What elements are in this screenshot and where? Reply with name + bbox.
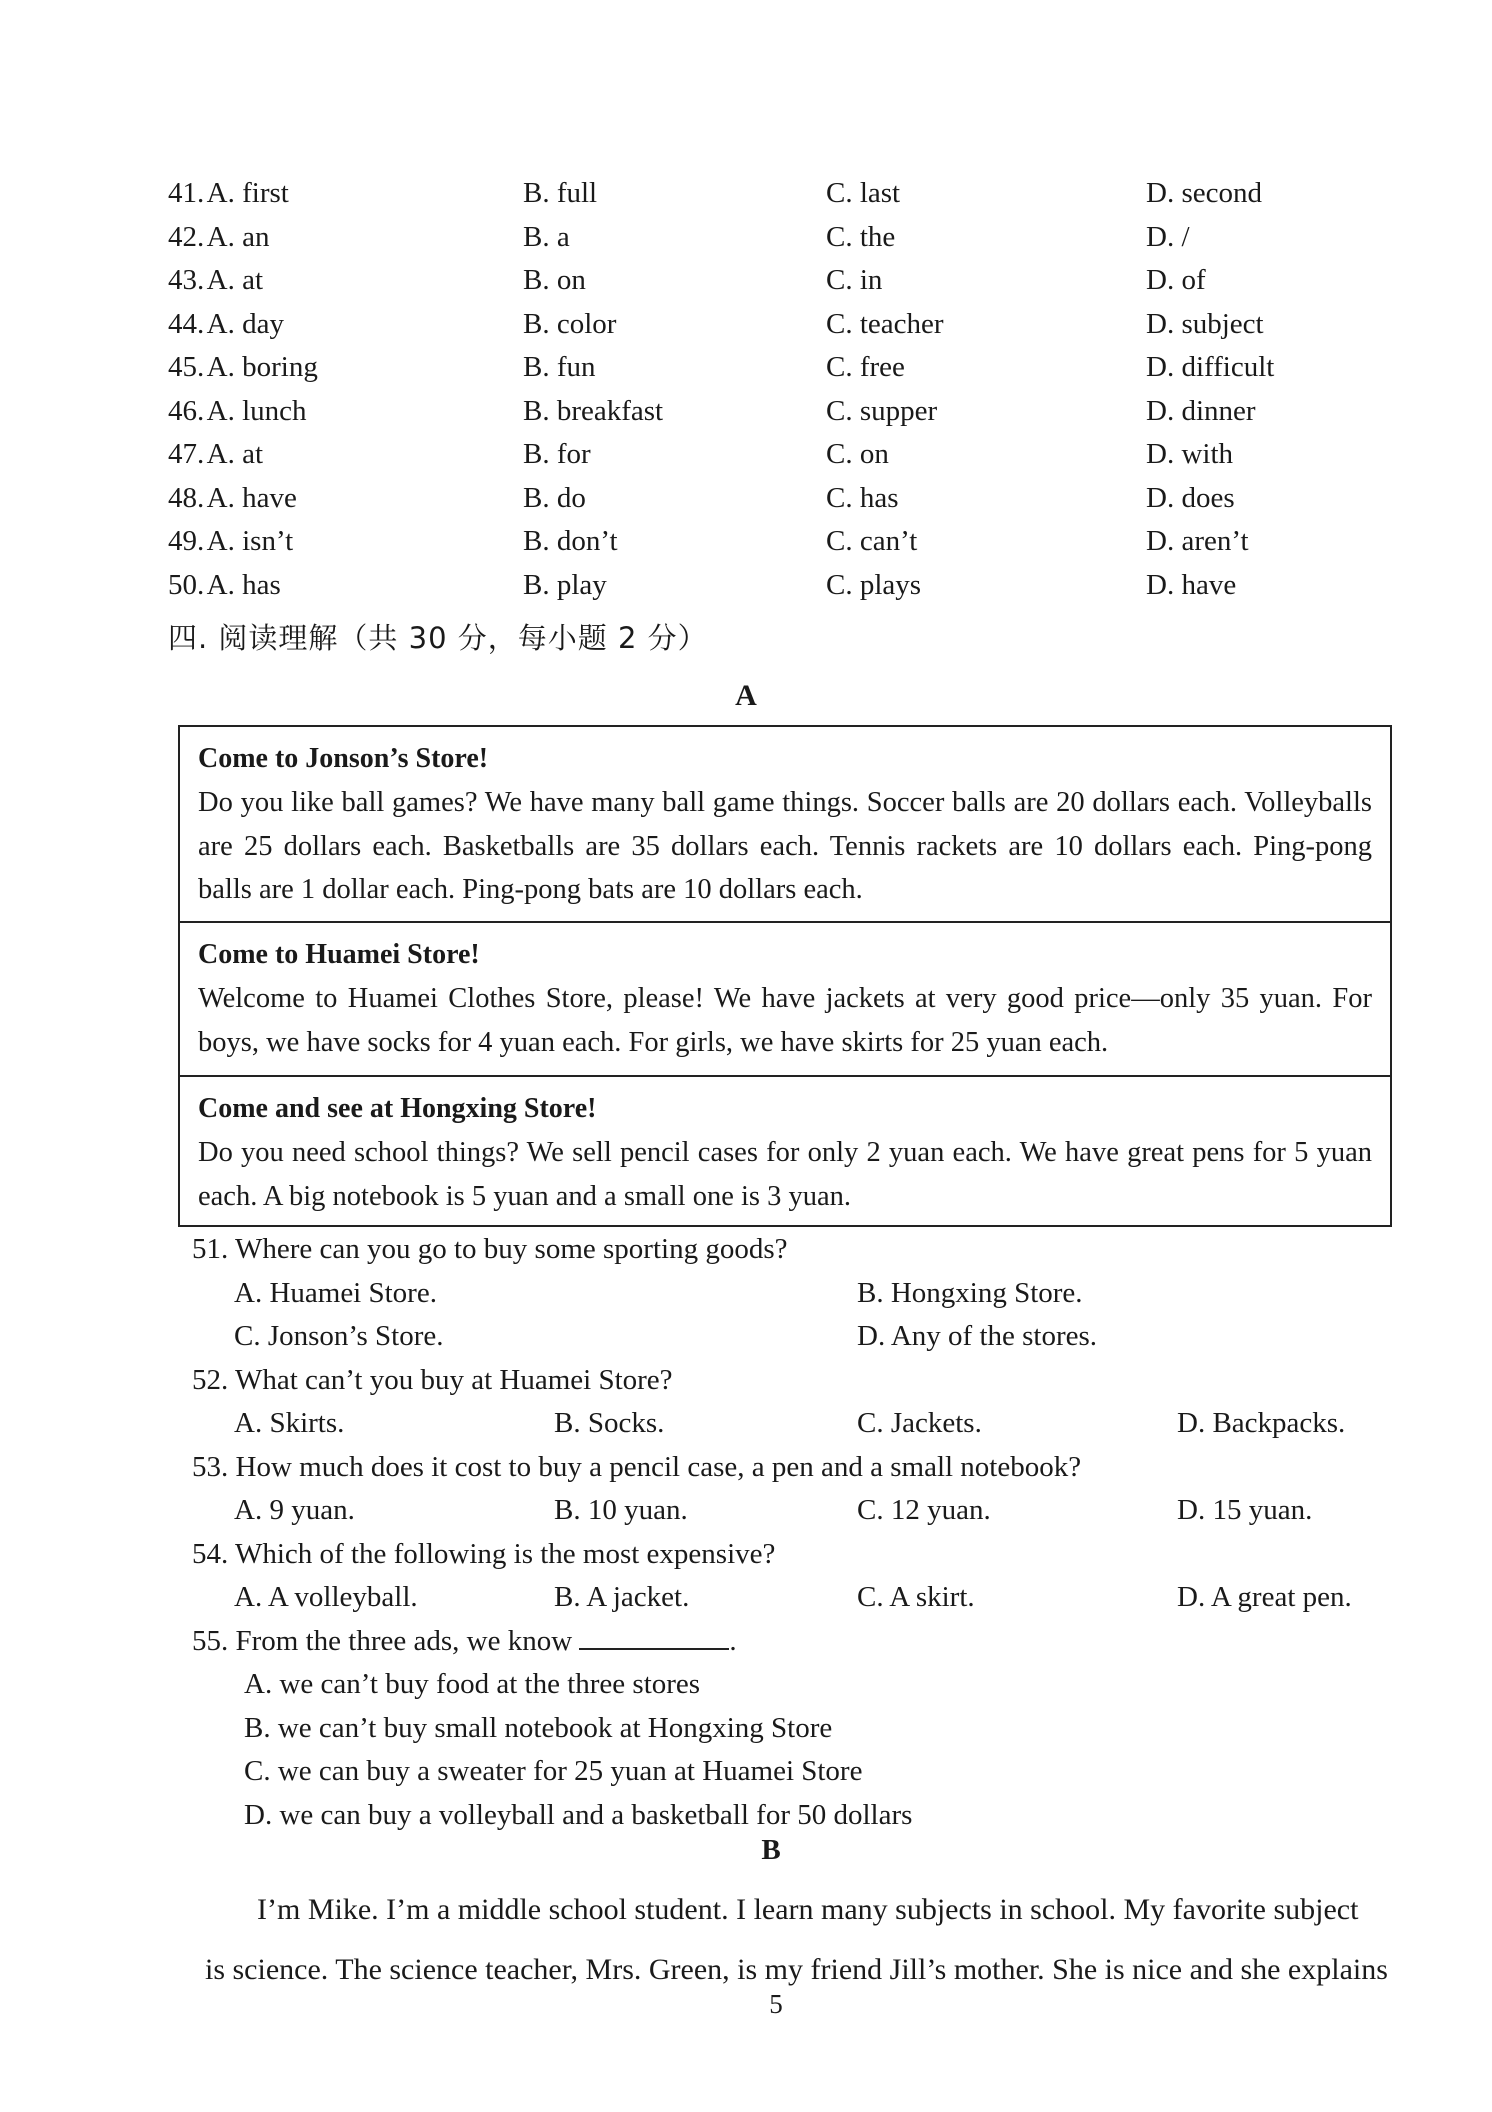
option-b: B. Hongxing Store. [857,1276,1083,1309]
ad-title: Come to Jonson’s Store! [198,743,489,774]
option-b: B. for [523,438,591,470]
question-number: 43. [168,264,205,296]
option-c: C. last [826,177,901,209]
option-d: D. with [1146,438,1233,470]
option-b: B. 10 yuan. [554,1494,688,1526]
option-b: B. we can’t buy small notebook at Hongxing Store [244,1711,833,1744]
option-b: B. a [523,220,570,253]
question-52-options [192,1402,1392,1446]
question-53-stem: 53. How much does it cost to buy a pencil case, a pen and a small notebook? [192,1450,1082,1483]
option-b: B. fun [523,351,596,383]
option-a: A. isn’t [206,525,294,557]
question-number: 48. [168,481,205,514]
cloze-option-row-47 [168,433,1308,477]
option-a: A. day [206,307,284,340]
option-d: D. 15 yuan. [1177,1494,1313,1526]
option-a: A. we can’t buy food at the three stores [244,1668,701,1700]
option-d: D. does [1146,481,1235,514]
option-d: D. A great pen. [1177,1581,1352,1613]
option-c: C. supper [826,394,938,427]
option-b: B. do [523,481,586,514]
option-a: A. have [206,481,297,514]
option-a: A. an [206,220,270,253]
passage-line: is science. The science teacher, Mrs. Green, is my friend Jill’s mother. She is nice and she explains [205,1953,1388,1986]
option-b: B. breakfast [523,394,664,427]
cloze-options-grid [168,172,1308,607]
question-51-stem: 51. Where can you go to buy some sporting goods? [192,1233,788,1265]
option-b: B. full [523,177,598,209]
cloze-option-row-44 [168,303,1308,347]
ad-title: Come to Huamei Store! [198,939,480,970]
question-52-stem: 52. What can’t you buy at Huamei Store? [192,1363,673,1396]
option-d: D. aren’t [1146,525,1249,557]
ad-body: Do you need school things? We sell pencil cases for only 2 yuan each. We have great pens for 5 yuan each. A big notebook is 5 yuan and a small one is 3 yuan. [198,1137,1372,1212]
option-c: C. A skirt. [857,1581,975,1613]
option-a: A. A volleyball. [234,1581,418,1613]
option-c: C. Jackets. [857,1407,982,1439]
cloze-option-row-43 [168,259,1308,303]
option-c: C. plays [826,568,922,601]
option-c: C. on [826,438,889,470]
question-number: 47. [168,438,205,470]
question-number: 44. [168,307,205,340]
section-title: 四. 阅读理解（共 30 分，每小题 2 分） [168,621,708,655]
cloze-option-row-41 [168,172,1308,216]
cloze-option-row-48 [168,477,1308,521]
option-c: C. free [826,351,905,383]
question-54-options [192,1576,1392,1620]
part-b-label: B [761,1834,781,1866]
question-55-stem-line: 55. From the three ads, we know . [192,1620,1392,1664]
ads-box [178,725,1392,1227]
cloze-option-row-49 [168,520,1308,564]
ad-jonsons-store [180,727,1390,923]
option-c: C. has [826,481,899,514]
option-d: D. Any of the stores. [857,1320,1098,1352]
cloze-option-row-46 [168,390,1308,434]
question-51-options-row-2 [192,1315,1392,1359]
part-a-label: A [735,679,757,712]
reading-questions [192,1228,1392,1837]
cloze-option-row-45 [168,346,1308,390]
option-d: D. have [1146,568,1237,601]
option-b: B. play [523,568,607,601]
option-a: A. Skirts. [234,1407,345,1439]
option-d: D. of [1146,264,1206,296]
cloze-option-row-42 [168,216,1308,260]
option-b: B. Socks. [554,1407,665,1439]
option-a: A. at [206,438,264,470]
question-number: 45. [168,351,205,383]
option-d: D. second [1146,177,1262,209]
passage-line: I’m Mike. I’m a middle school student. I learn many subjects in school. My favorite subject [257,1893,1359,1926]
option-d: D. / [1146,220,1190,253]
option-c: C. can’t [826,525,918,557]
option-a: A. first [206,177,289,209]
option-b: B. on [523,264,586,296]
passage-b [205,1880,1415,2000]
question-53-options [192,1489,1392,1533]
option-b: B. A jacket. [554,1581,690,1613]
option-a: A. has [206,568,281,601]
option-c: C. 12 yuan. [857,1494,991,1526]
option-d: D. subject [1146,307,1264,340]
option-a: A. Huamei Store. [234,1276,437,1309]
page-number: 5 [769,1989,783,2019]
option-c: C. Jonson’s Store. [234,1320,444,1352]
ad-huamei-store [180,923,1390,1077]
option-b: B. color [523,307,617,340]
question-number: 41. [168,177,205,209]
option-d: D. difficult [1146,351,1275,383]
question-51-options-row-1 [192,1272,1392,1316]
option-c: C. in [826,264,883,296]
option-a: A. boring [206,351,318,383]
ad-body: Do you like ball games? We have many ball game things. Soccer balls are 20 dollars each. Volleyballs are 25 dollars each. Basketballs are 35 dollars each. Tennis rackets are 10 dollars each. Ping-pong balls are 1 dollar each. Ping-pong bats are 10 dollars each. [198,787,1372,905]
option-d: D. Backpacks. [1177,1407,1346,1439]
option-a: A. at [206,264,264,296]
option-a: A. 9 yuan. [234,1494,355,1526]
ad-hongxing-store [180,1077,1390,1229]
ad-title: Come and see at Hongxing Store! [198,1093,597,1124]
question-number: 42. [168,220,205,253]
option-c: C. we can buy a sweater for 25 yuan at Huamei Store [244,1755,863,1787]
question-55-stem: 55. From the three ads, we know [192,1624,573,1657]
question-number: 46. [168,394,205,427]
ad-body: Welcome to Huamei Clothes Store, please! We have jackets at very good price—only 35 yuan. For boys, we have socks for 4 yuan each. For girls, we have skirts for 25 yuan each. [198,983,1372,1058]
option-b: B. don’t [523,525,618,557]
option-a: A. lunch [206,394,307,427]
option-c: C. teacher [826,307,944,340]
answer-blank [579,1620,729,1650]
question-54-stem: 54. Which of the following is the most expensive? [192,1537,776,1570]
option-c: C. the [826,220,896,253]
cloze-option-row-50 [168,564,1308,608]
option-d: D. dinner [1146,394,1256,427]
option-d: D. we can buy a volleyball and a basketball for 50 dollars [244,1798,913,1831]
question-number: 49. [168,525,205,557]
question-number: 50. [168,568,205,601]
